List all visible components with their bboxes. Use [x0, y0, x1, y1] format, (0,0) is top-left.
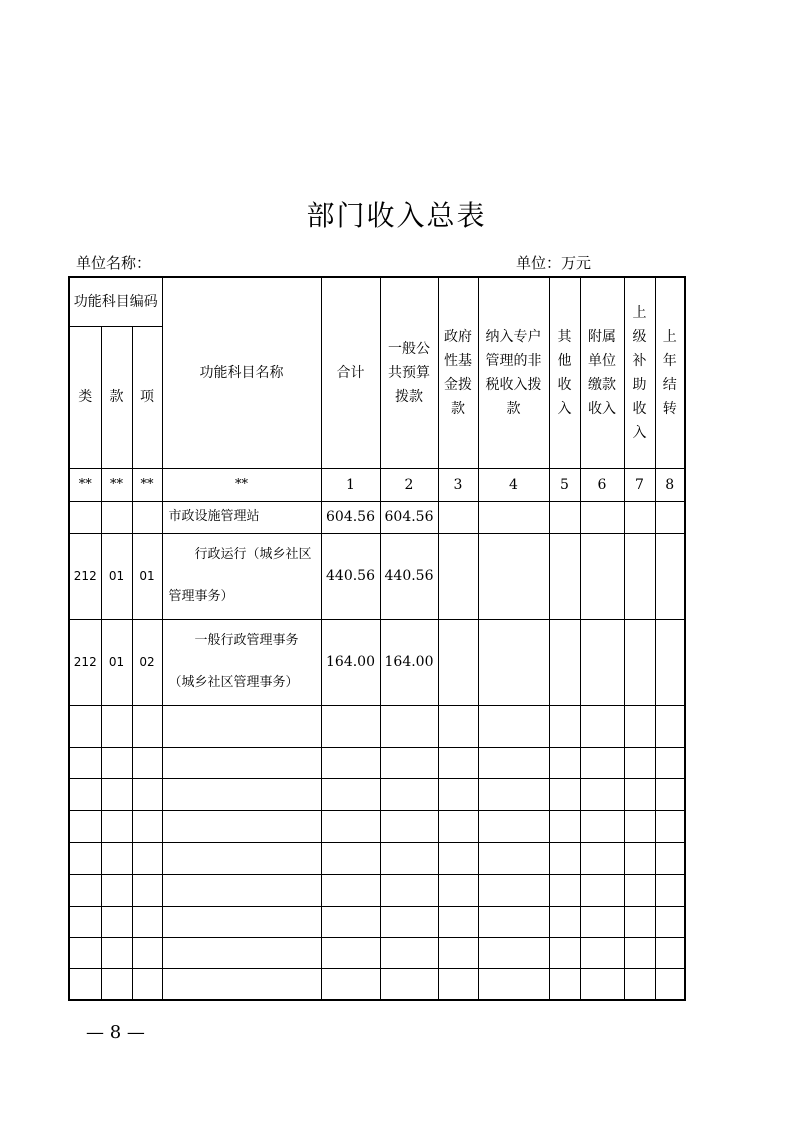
table-row [69, 619, 685, 705]
header-kuan: 款 [101, 326, 132, 468]
index-cell: ** [69, 468, 101, 501]
header-code-group: 功能科目编码 [69, 277, 162, 326]
index-cell: 7 [624, 468, 655, 501]
index-cell: ** [132, 468, 162, 501]
header-gov-fund: 政府性基金拨款 [438, 277, 478, 468]
index-cell: 4 [478, 468, 549, 501]
header-xiang: 项 [132, 326, 162, 468]
xiang-cell: 02 [132, 619, 162, 705]
unit-name-label: 单位名称： [76, 254, 152, 272]
page-title: 部门收入总表 [306, 199, 487, 232]
header-total: 合计 [321, 277, 380, 468]
header-name: 功能科目名称 [162, 277, 321, 468]
index-cell: 3 [438, 468, 478, 501]
general-budget-cell: 440.56 [380, 533, 438, 619]
empty-row [69, 937, 685, 968]
name-line: 行政运行（城乡社区 [194, 547, 312, 562]
general-budget-cell: 164.00 [380, 619, 438, 705]
header-carryover: 上年结转 [655, 277, 685, 468]
empty-row [69, 747, 685, 778]
income-summary-table [68, 276, 686, 1001]
index-cell: 6 [580, 468, 624, 501]
header-general-budget: 一般公共预算拨款 [380, 277, 438, 468]
index-cell: ** [162, 468, 321, 501]
name-line: 市政设施管理站 [168, 509, 260, 524]
name-cell [162, 533, 321, 619]
empty-row [69, 705, 685, 747]
empty-row [69, 874, 685, 906]
index-cell: 2 [380, 468, 438, 501]
total-cell: 440.56 [321, 533, 380, 619]
xiang-cell: 01 [132, 533, 162, 619]
index-cell: 1 [321, 468, 380, 501]
name-cell [162, 619, 321, 705]
name-line: 一般行政管理事务 [194, 633, 299, 648]
empty-row [69, 968, 685, 1000]
empty-row [69, 906, 685, 937]
lei-cell: 212 [69, 533, 101, 619]
header-lei: 类 [69, 326, 101, 468]
index-row [69, 468, 685, 501]
index-cell: 8 [655, 468, 685, 501]
name-cell [162, 501, 321, 533]
empty-row [69, 842, 685, 874]
kuan-cell [101, 501, 132, 533]
header-affiliated: 附属单位缴款收入 [580, 277, 624, 468]
index-cell: ** [101, 468, 132, 501]
kuan-cell: 01 [101, 619, 132, 705]
name-line: 管理事务） [168, 589, 234, 604]
page-number: — 8 — [86, 1022, 145, 1043]
table-row [69, 501, 685, 533]
lei-cell: 212 [69, 619, 101, 705]
empty-row [69, 810, 685, 842]
header-superior: 上级补助收入 [624, 277, 655, 468]
header-non-tax: 纳入专户管理的非税收入拨款 [478, 277, 549, 468]
total-cell: 164.00 [321, 619, 380, 705]
header-other: 其他收入 [549, 277, 580, 468]
xiang-cell [132, 501, 162, 533]
lei-cell [69, 501, 101, 533]
index-cell: 5 [549, 468, 580, 501]
total-cell: 604.56 [321, 501, 380, 533]
name-line: （城乡社区管理事务） [168, 675, 299, 690]
table-row [69, 533, 685, 619]
kuan-cell: 01 [101, 533, 132, 619]
unit-label: 单位：万元 [516, 254, 592, 272]
general-budget-cell: 604.56 [380, 501, 438, 533]
empty-row [69, 778, 685, 810]
